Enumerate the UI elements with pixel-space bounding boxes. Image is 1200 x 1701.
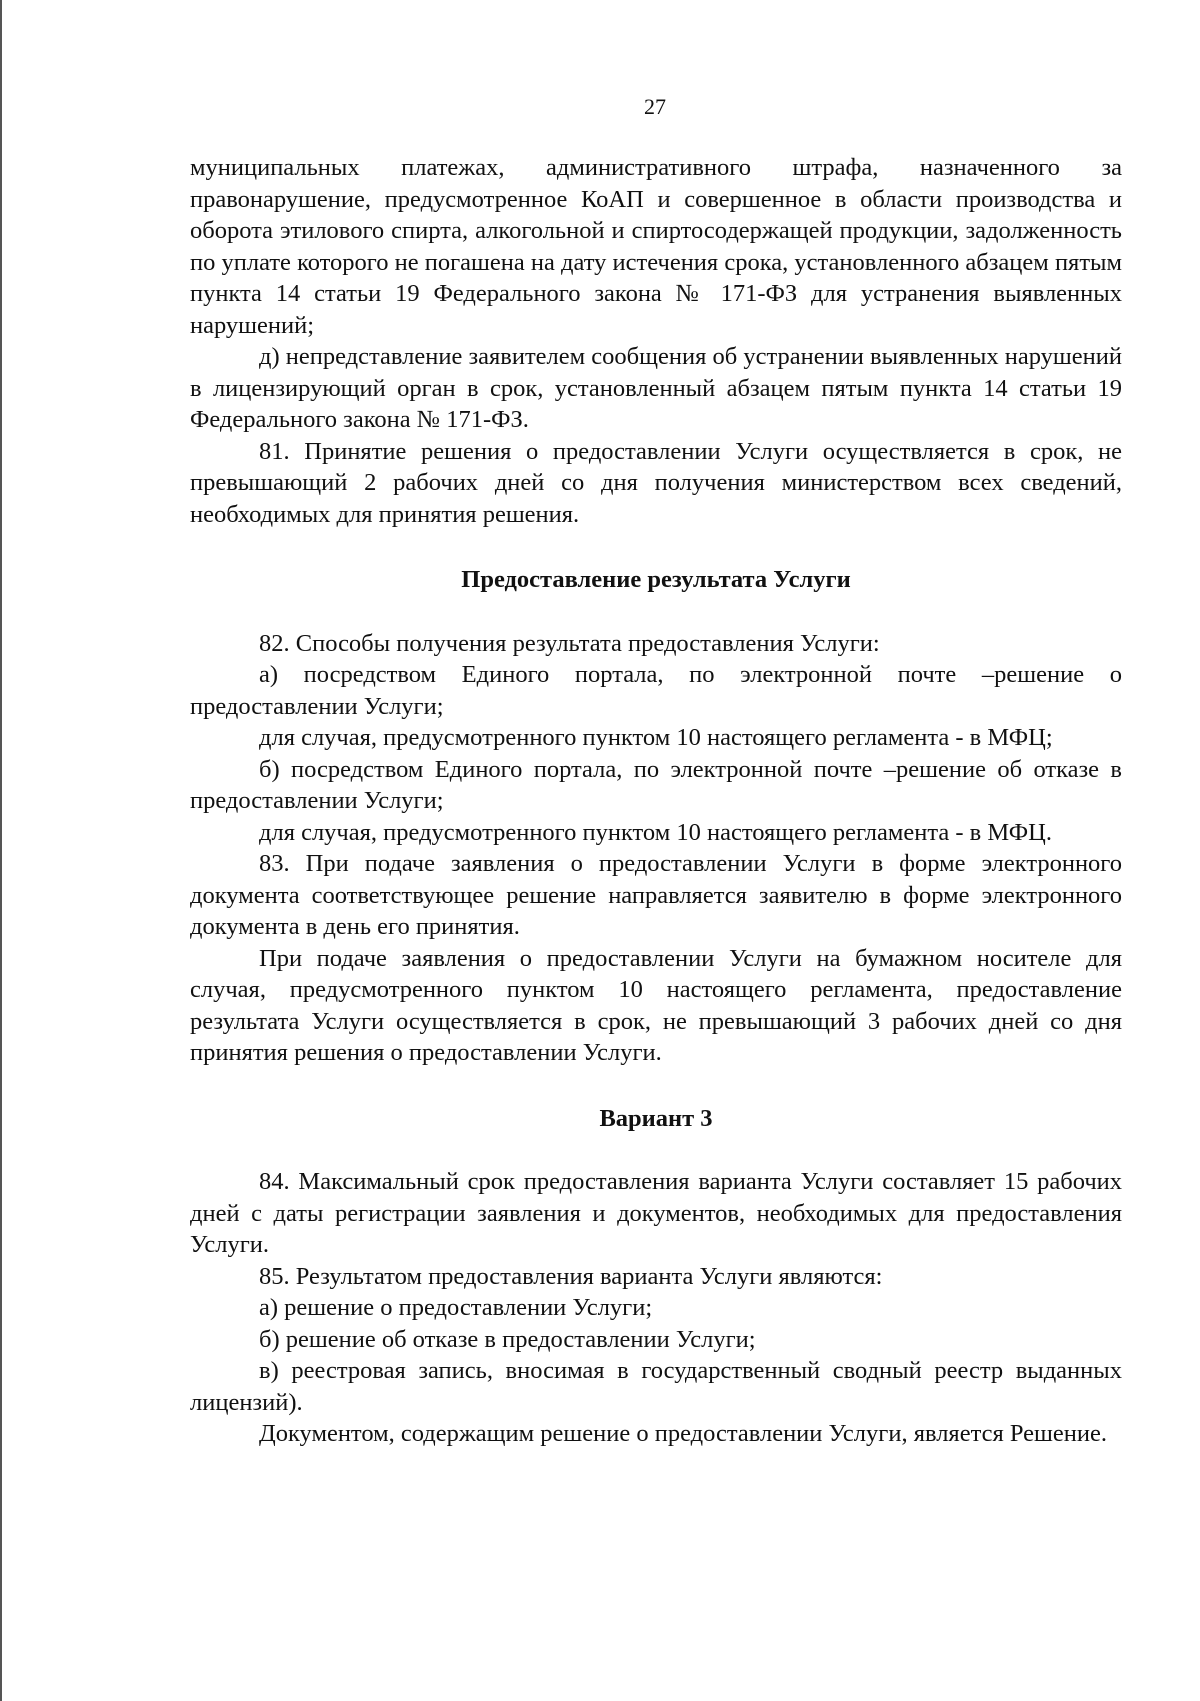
paragraph-item-d: д) непредставление заявителем сообщения об устранении выявленных нарушений в лицензирующий орган в срок, установленный абзацем пятым пункта 14 статьи 19 Федерального закона № 171-ФЗ. [190, 343, 1122, 433]
scan-edge-line [0, 0, 2, 1701]
paragraph-83-paper: При подаче заявления о предоставлении Услуги на бумажном носителе для случая, предусмотренного пунктом 10 настоящего регламента, предоставление результата Услуги осуществляется в срок, не превышающий 3 рабочих дней со дня принятия решения о предоставлении Услуги. [190, 944, 1122, 1066]
paragraph-83: 83. При подаче заявления о предоставлении Услуги в форме электронного документа соответствующее решение направляется заявителю в форме электронного документа в день его принятия. [190, 850, 1122, 940]
paragraph-85-a: а) решение о предоставлении Услуги; [259, 1294, 653, 1321]
paragraph-82-b: б) посредством Единого портала, по электронной почте –решение об отказе в предоставлении Услуги; [190, 755, 1122, 814]
paragraph-decision-document: Документом, содержащим решение о предоставлении Услуги, является Решение. [259, 1420, 1107, 1447]
paragraph-81: 81. Принятие решения о предоставлении Услуги осуществляется в срок, не превышающий 2 рабочих дней со дня получения министерством всех сведений, необходимых для принятия решения. [190, 437, 1122, 528]
section-heading-variant-3: Вариант 3 [599, 1104, 713, 1132]
page-number: 27 [644, 94, 666, 119]
paragraph-85: 85. Результатом предоставления варианта Услуги являются: [259, 1262, 883, 1290]
paragraph-continuation: муниципальных платежах, административного штрафа, назначенного за правонарушение, предусмотренное КоАП и совершенное в области производства и оборота этилового спирта, алкогольной и спиртосодержащей продукции, задолженность по уплате которого не погашена на дату истечения срока, установленного абзацем пятым пункта 14 статьи 19 Федерального закона № 171-ФЗ для устранения выявленных нарушений; [190, 154, 1122, 339]
paragraph-85-v: в) реестровая запись, вносимая в государственный сводный реестр выданных лицензий). [190, 1357, 1122, 1416]
section-heading-result: Предоставление результата Услуги [461, 566, 851, 593]
paragraph-82: 82. Способы получения результата предоставления Услуги: [259, 629, 880, 657]
paragraph-82-a: а) посредством Единого портала, по электронной почте –решение о предоставлении Услуги; [190, 661, 1122, 720]
paragraph-85-b: б) решение об отказе в предоставлении Услуги; [259, 1325, 756, 1353]
document-body [190, 152, 1122, 1450]
paragraph-82-a-mfc: для случая, предусмотренного пунктом 10 настоящего регламента - в МФЦ; [259, 724, 1053, 751]
paragraph-82-b-mfc: для случая, предусмотренного пунктом 10 настоящего регламента - в МФЦ. [259, 818, 1052, 846]
paragraph-84: 84. Максимальный срок предоставления варианта Услуги составляет 15 рабочих дней с даты регистрации заявления и документов, необходимых для предоставления Услуги. [190, 1168, 1122, 1258]
